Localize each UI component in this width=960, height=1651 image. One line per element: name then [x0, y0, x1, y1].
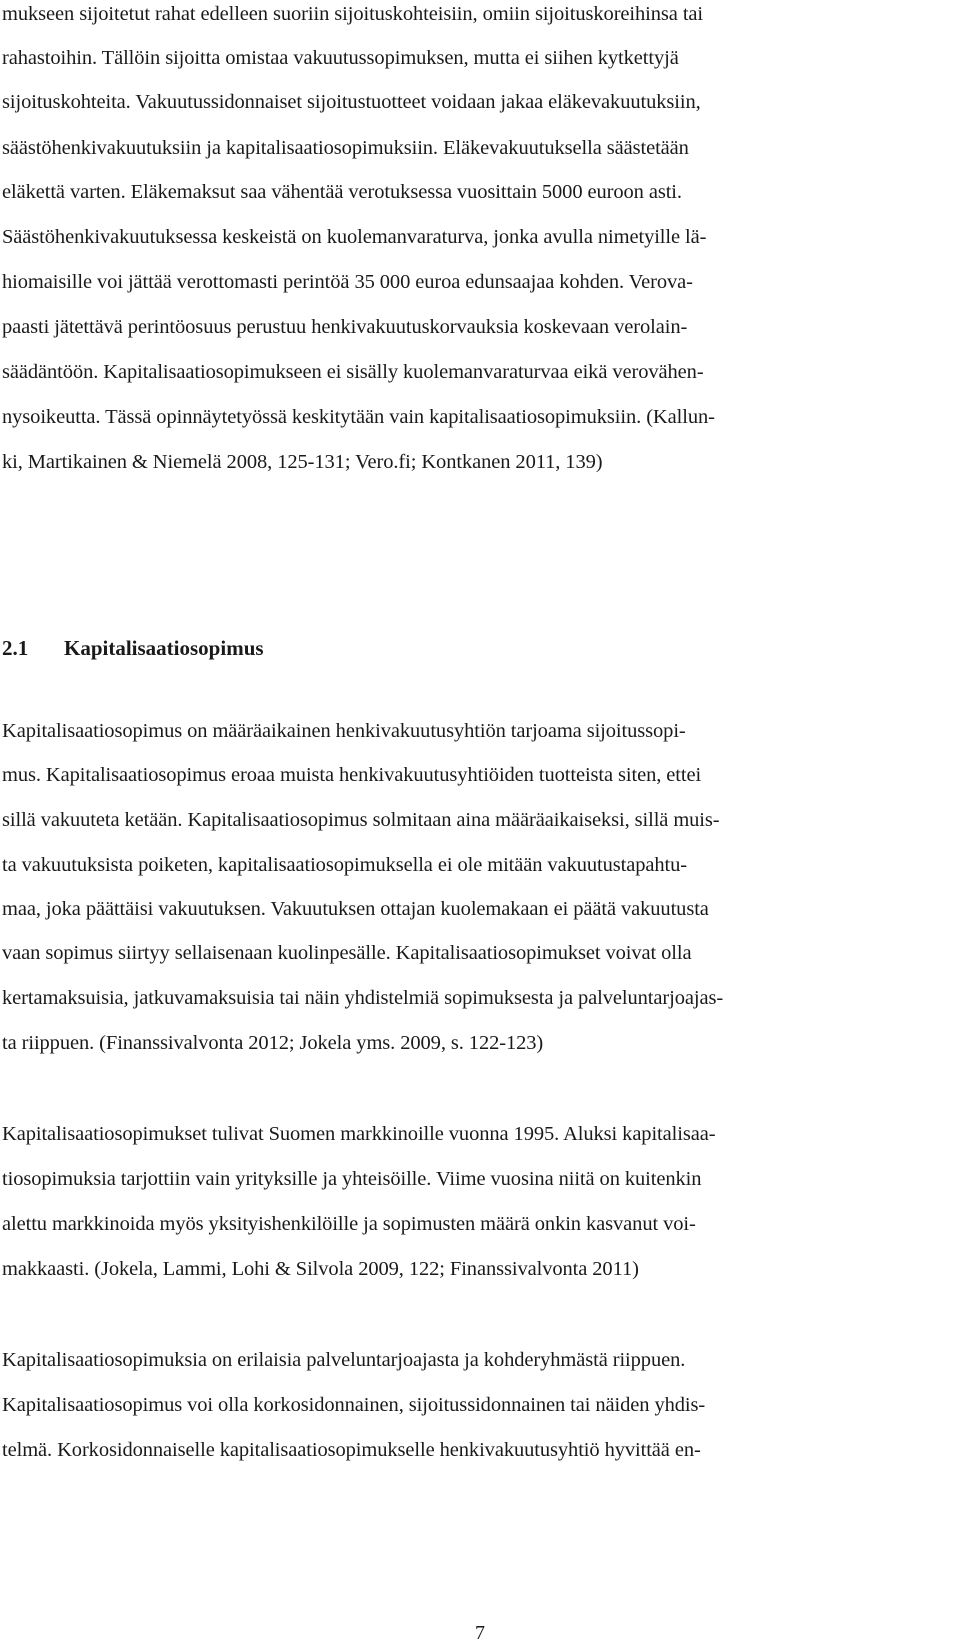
text-line: ta riippuen. (Finanssivalvonta 2012; Jokela yms. 2009, s. 122-123) — [2, 1032, 544, 1054]
text-line: vaan sopimus siirtyy sellaisenaan kuolinpesälle. Kapitalisaatiosopimukset voivat olla — [2, 942, 692, 964]
text-line: paasti jätettävä perintöosuus perustuu henkivakuutuskorvauksia koskevaan verolain- — [2, 316, 688, 338]
text-line: mukseen sijoitetut rahat edelleen suoriin sijoituskohteisiin, omiin sijoituskoreihinsa tai — [2, 3, 704, 25]
text-line: ki, Martikainen & Niemelä 2008, 125-131; Vero.fi; Kontkanen 2011, 139) — [2, 451, 603, 473]
section-heading — [2, 636, 264, 661]
text-line: telmä. Korkosidonnaiselle kapitalisaatiosopimukselle henkivakuutusyhtiö hyvittää en- — [2, 1439, 701, 1461]
text-line: maa, joka päättäisi vakuutuksen. Vakuutuksen ottajan kuolemakaan ei päätä vakuutusta — [2, 898, 709, 920]
section-title: Kapitalisaatiosopimus — [64, 636, 264, 660]
text-line: Kapitalisaatiosopimukset tulivat Suomen markkinoille vuonna 1995. Aluksi kapitalisaa- — [2, 1123, 716, 1145]
text-line: Säästöhenkivakuutuksessa keskeistä on kuolemanvaraturva, jonka avulla nimetyille lä- — [2, 226, 707, 248]
text-line: Kapitalisaatiosopimus on määräaikainen henkivakuutusyhtiön tarjoama sijoitussopi- — [2, 720, 686, 742]
text-line: sillä vakuuteta ketään. Kapitalisaatiosopimus solmitaan aina määräaikaiseksi, sillä muis- — [2, 809, 720, 831]
text-line: säädäntöön. Kapitalisaatiosopimukseen ei sisälly kuolemanvaraturvaa eikä verovähen- — [2, 361, 704, 383]
page-number: 7 — [475, 1622, 485, 1644]
text-line: Kapitalisaatiosopimuksia on erilaisia palveluntarjoajasta ja kohderyhmästä riippuen. — [2, 1349, 686, 1371]
text-line: hiomaisille voi jättää verottomasti perintöä 35 000 euroa edunsaajaa kohden. Verova- — [2, 271, 693, 293]
text-line: kertamaksuisia, jatkuvamaksuisia tai näin yhdistelmiä sopimuksesta ja palveluntarjoajas- — [2, 987, 724, 1009]
text-line: säästöhenkivakuutuksiin ja kapitalisaatiosopimuksiin. Eläkevakuutuksella säästetään — [2, 137, 689, 159]
section-number: 2.1 — [2, 636, 29, 660]
text-line: makkaasti. (Jokela, Lammi, Lohi & Silvola 2009, 122; Finanssivalvonta 2011) — [2, 1258, 639, 1280]
text-line: alettu markkinoida myös yksityishenkilöille ja sopimusten määrä onkin kasvanut voi- — [2, 1213, 696, 1235]
text-line: nysoikeutta. Tässä opinnäytetyössä keskitytään vain kapitalisaatiosopimuksiin. (Kallun- — [2, 406, 715, 428]
text-line: sijoituskohteita. Vakuutussidonnaiset sijoitustuotteet voidaan jakaa eläkevakuutuksiin, — [2, 91, 701, 113]
text-line: eläkettä varten. Eläkemaksut saa vähentää verotuksessa vuosittain 5000 euroon asti. — [2, 181, 682, 203]
text-line: tiosopimuksia tarjottiin vain yrityksille ja yhteisöille. Viime vuosina niitä on kuitenkin — [2, 1168, 702, 1190]
text-line: mus. Kapitalisaatiosopimus eroaa muista henkivakuutusyhtiöiden tuotteista siten, ettei — [2, 764, 702, 786]
text-line: rahastoihin. Tällöin sijoitta omistaa vakuutussopimuksen, mutta ei siihen kytkettyjä — [2, 47, 679, 69]
text-line: Kapitalisaatiosopimus voi olla korkosidonnainen, sijoitussidonnainen tai näiden yhdis- — [2, 1394, 706, 1416]
text-line: ta vakuutuksista poiketen, kapitalisaatiosopimuksella ei ole mitään vakuutustapahtu- — [2, 854, 688, 876]
